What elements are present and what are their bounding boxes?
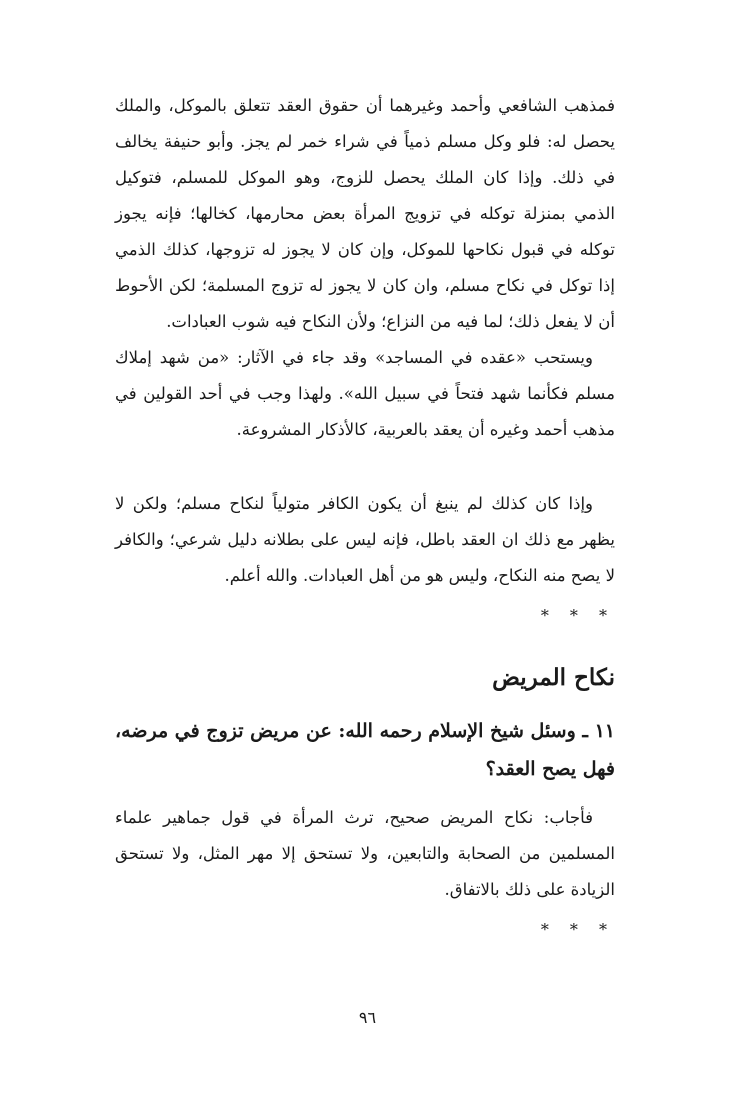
question-heading: ١١ ـ وسئل شيخ الإسلام رحمه الله: عن مريض تزوج في مرضه، فهل يصح العقد؟ xyxy=(115,720,615,780)
spacer xyxy=(115,788,615,800)
paragraph-3: وإذا كان كذلك لم ينبغ أن يكون الكافر متولياً لنكاح مسلم؛ ولكن لا يظهر مع ذلك ان العقد باطل، فإنه ليس على بطلانه دليل شرعي؛ والكافر لا يصح منه النكاح، وليس هو من أهل العبادات. والله أعلم. xyxy=(115,494,615,585)
paragraph-4: فأجاب: نكاح المريض صحيح، ترث المرأة في قول جماهير علماء المسلمين من الصحابة والتابعين، ولا تستحق إلا مهر المثل، ولا تستحق الزيادة على ذلك بالاتفاق. xyxy=(115,808,615,899)
paragraph-1: فمذهب الشافعي وأحمد وغيرهما أن حقوق العقد تتعلق بالموكل، والملك يحصل له: فلو وكل مسلم ذمياً في شراء خمر لم يجز. وأبو حنيفة يخالف في ذلك. وإذا كان الملك يحصل للزوج، وهو الموكل للمسلم، فتوكيل الذمي بمنزلة توكله في تزويج المرأة بعض محارمها، كخالها؛ فإنه يجوز توكله في قبول نكاحها للموكل، وإن كان لا يجوز له تزوجها، كذلك الذمي إذا توكل في نكاح مسلم، وان كان لا يجوز له تزوج المسلمة؛ لكن الأحوط أن لا يفعل ذلك؛ لما فيه من النزاع؛ ولأن النكاح فيه شوب العبادات. xyxy=(115,96,615,331)
section-title: نكاح المريض xyxy=(492,664,615,691)
paragraph-2: ويستحب «عقده في المساجد» وقد جاء في الآثار: «من شهد إملاك مسلم فكأنما شهد فتحاً في سبيل الله». ولهذا وجب في أحد القولين في مذهب أحمد وغيره أن يعقد بالعربية، كالأذكار المشروعة. xyxy=(115,348,615,439)
section-separator-2: * * * xyxy=(540,920,615,939)
page-number: ٩٦ xyxy=(358,1008,377,1027)
spacer xyxy=(115,448,615,486)
page-body xyxy=(115,88,615,944)
section-separator-1: * * * xyxy=(540,606,615,625)
